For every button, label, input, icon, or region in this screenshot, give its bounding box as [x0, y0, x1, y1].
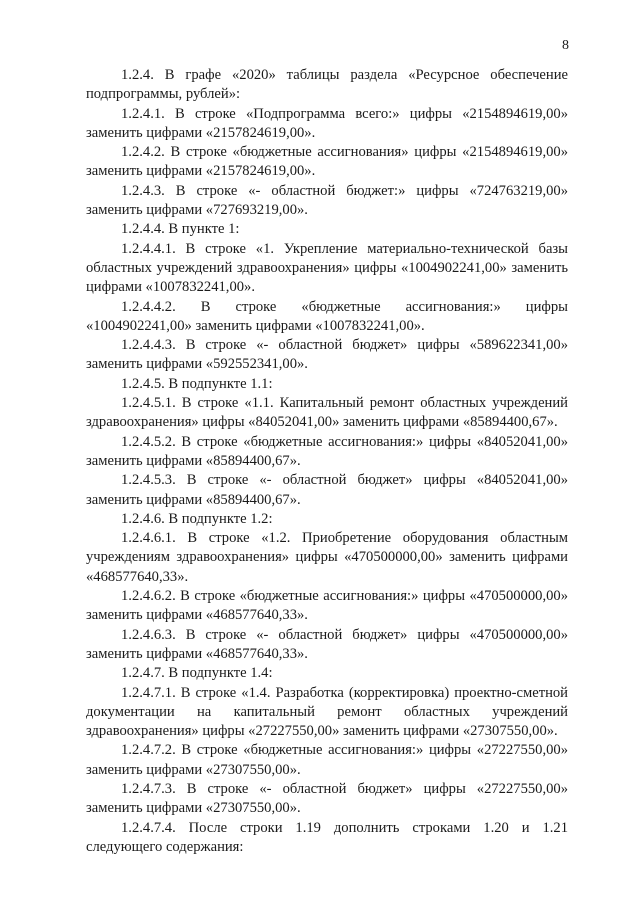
paragraph-1-2-4-4-1: 1.2.4.4.1. В строке «1. Укрепление материально-технической базы областных учреждений здравоохранения» цифры «1004902241,00» заменить цифрами «1007832241,00». — [86, 240, 568, 296]
paragraph-1-2-4-5-3: 1.2.4.5.3. В строке «- областной бюджет» цифры «84052041,00» заменить цифрами «85894400,67». — [86, 472, 568, 508]
page-number: 8 — [562, 38, 569, 53]
paragraph-1-2-4-4: 1.2.4.4. В пункте 1: — [121, 221, 240, 238]
paragraph-1-2-4-7-4: 1.2.4.7.4. После строки 1.19 дополнить строками 1.20 и 1.21 следующего содержания: — [86, 819, 568, 855]
paragraph-1-2-4-6-3: 1.2.4.6.3. В строке «- областной бюджет» цифры «470500000,00» заменить цифрами «468577640,33». — [86, 626, 568, 662]
paragraph-1-2-4-7-1: 1.2.4.7.1. В строке «1.4. Разработка (корректировка) проектно-сметной документации на капитальный ремонт областных учреждений здравоохранения» цифры «27227550,00» заменить цифрами «27307550,00». — [86, 684, 568, 740]
paragraph-1-2-4-5: 1.2.4.5. В подпункте 1.1: — [121, 375, 273, 392]
paragraph-1-2-4: 1.2.4. В графе «2020» таблицы раздела «Ресурсное обеспечение подпрограммы, рублей»: — [86, 67, 568, 103]
paragraph-1-2-4-5-1: 1.2.4.5.1. В строке «1.1. Капитальный ремонт областных учреждений здравоохранения» цифры «84052041,00» заменить цифрами «85894400,67». — [86, 395, 568, 431]
paragraph-1-2-4-2: 1.2.4.2. В строке «бюджетные ассигнования» цифры «2154894619,00» заменить цифрами «2157824619,00». — [86, 144, 568, 180]
paragraph-1-2-4-6: 1.2.4.6. В подпункте 1.2: — [121, 510, 273, 527]
paragraph-1-2-4-7: 1.2.4.7. В подпункте 1.4: — [121, 665, 273, 682]
paragraph-1-2-4-4-3: 1.2.4.4.3. В строке «- областной бюджет» цифры «589622341,00» заменить цифрами «592552341,00». — [86, 337, 568, 373]
document-body — [86, 66, 568, 857]
paragraph-1-2-4-6-2: 1.2.4.6.2. В строке «бюджетные ассигнования:» цифры «470500000,00» заменить цифрами «468577640,33». — [86, 588, 568, 624]
paragraph-1-2-4-6-1: 1.2.4.6.1. В строке «1.2. Приобретение оборудования областным учреждениям здравоохранения» цифры «470500000,00» заменить цифрами «468577640,33». — [86, 530, 568, 585]
paragraph-1-2-4-7-2: 1.2.4.7.2. В строке «бюджетные ассигнования:» цифры «27227550,00» заменить цифрами «27307550,00». — [86, 742, 568, 778]
paragraph-1-2-4-1: 1.2.4.1. В строке «Подпрограмма всего:» цифры «2154894619,00» заменить цифрами «2157824619,00». — [86, 105, 568, 141]
paragraph-1-2-4-7-3: 1.2.4.7.3. В строке «- областной бюджет» цифры «27227550,00» заменить цифрами «27307550,00». — [86, 780, 568, 817]
paragraph-1-2-4-4-2: 1.2.4.4.2. В строке «бюджетные ассигнования:» цифры «1004902241,00» заменить цифрами «1007832241,00». — [86, 298, 568, 334]
paragraph-1-2-4-3: 1.2.4.3. В строке «- областной бюджет:» цифры «724763219,00» заменить цифрами «727693219,00». — [86, 182, 568, 219]
paragraph-1-2-4-5-2: 1.2.4.5.2. В строке «бюджетные ассигнования:» цифры «84052041,00» заменить цифрами «85894400,67». — [86, 433, 568, 469]
